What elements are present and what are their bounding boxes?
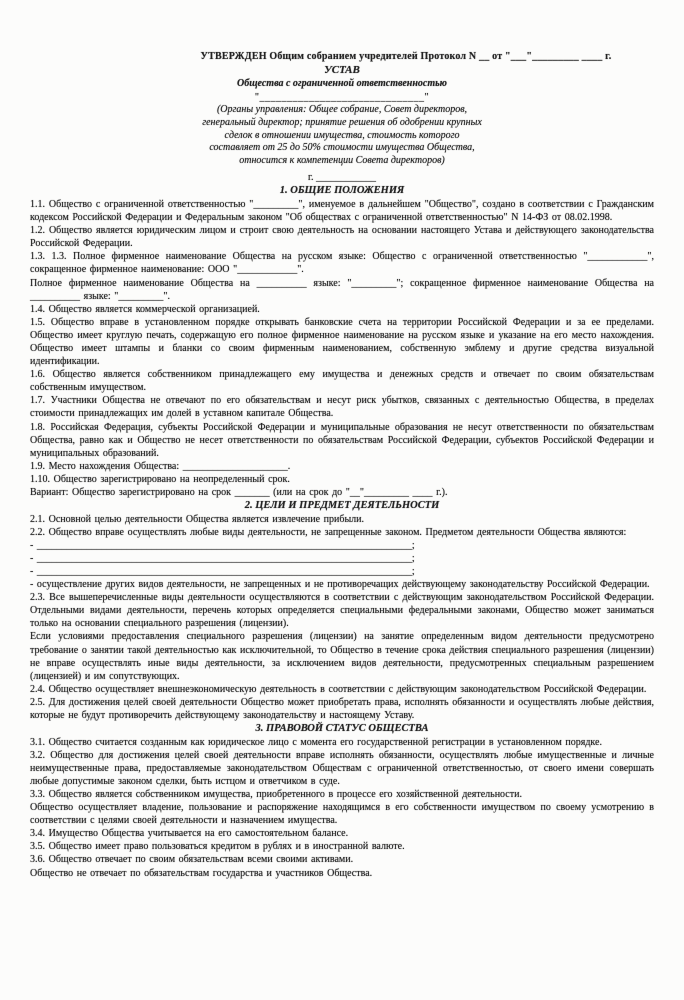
document-paragraph: 1.9. Место нахождения Общества: _____________________. (30, 460, 291, 472)
document-paragraph: Вариант: Общество зарегистрировано на срок _______ (или на срок до "__"_________ ____ г.). (30, 487, 448, 499)
section-heading-legal-status: 3. ПРАВОВОЙ СТАТУС ОБЩЕСТВА (255, 723, 429, 735)
document-paragraph: 1.6. Общество является собственником принадлежащего ему имущества и денежных средств и отвечает по своим обязательствам собственным имуществом. (30, 369, 654, 394)
city-line: г. ____________ (308, 171, 376, 183)
document-subtitle: Общества с ограниченной ответственностью (237, 78, 447, 89)
section-heading-goals: 2. ЦЕЛИ И ПРЕДМЕТ ДЕЯТЕЛЬНОСТИ (244, 500, 440, 512)
section-goals-activity (30, 499, 654, 722)
approval-line: УТВЕРЖДЕН Общим собранием учредителей Протокол N __ от "___"_________ ____ г. (200, 51, 612, 62)
document-paragraph: 3.2. Общество для достижения целей своей деятельности вправе исполнять обязанности, осуществлять любые имущественные и личные неимущественные права, предоставляемые законодательством Обществам с ограниченной ответственностью, от своего имени совершать любые допустимые законом сделки, быть истцом и ответчиком в суде. (30, 749, 654, 787)
section-heading-general: 1. ОБЩИЕ ПОЛОЖЕНИЯ (279, 185, 405, 197)
document-paragraph: 1.1. Общество с ограниченной ответственностью "_________", именуемое в дальнейшем "Общество", создано в соответствии с Гражданским кодексом Российской Федерации и Федеральным законом "Об обществах с ограниченной ответственностью" N 14-ФЗ от 08.02.1998. (30, 198, 654, 224)
document-paragraph: - ___________________________________________________________________________; (30, 539, 415, 551)
document-paragraph: 2.4. Общество осуществляет внешнеэкономическую деятельность в соответствии с действующим законодательством Российской Федерации. (30, 683, 647, 695)
document-paragraph: 2.3. Все вышеперечисленные виды деятельности осуществляются в соответствии с действующим законодательством Российской Федерации. Отдельными видами деятельности, перечень которых определяется специальными федеральными законами, Общество может заниматься только на основании специального разрешения (лицензии). (30, 592, 654, 630)
document-paragraph: 3.3. Общество является собственником имущества, приобретенного в процессе его хозяйственной деятельности. (30, 789, 522, 801)
document-paragraph: 1.5. Общество вправе в установленном порядке открывать банковские счета на территории Российской Федерации и за ее пределами. Общество имеет круглую печать, содержащую его полное фирменное наименование на русском языке и указание на его место нахождения. Общество имеет штампы и бланки со своим фирменным наименованием, собственную эмблему и другие средства визуальной идентификации. (30, 316, 654, 368)
document-paragraph: 3.6. Общество отвечает по своим обязательствам всеми своими активами. (30, 854, 354, 866)
document-paragraph: Общество осуществляет владение, пользование и распоряжение находящимся в его собственности имуществом по своему усмотрению в соответствии с целями своей деятельности и назначением имущества. (30, 802, 654, 827)
document-paragraph: - осуществление других видов деятельности, не запрещенных и не противоречащих действующему законодательству Российской Федерации. (30, 579, 650, 591)
section-legal-status-paragraphs (30, 736, 654, 880)
document-paragraph: 3.4. Имущество Общества учитывается на его самостоятельном балансе. (30, 828, 349, 840)
document-paragraph: 2.2. Общество вправе осуществлять любые виды деятельности, не запрещенные законом. Предметом деятельности Общества являются: (30, 526, 627, 538)
section-goals-paragraphs (30, 513, 654, 723)
document-paragraph: 1.4. Общество является коммерческой организацией. (30, 303, 260, 315)
management-note-line: составляет от 25 до 50% стоимости имущества Общества, (209, 142, 475, 154)
document-paragraph: 2.1. Основной целью деятельности Общества является извлечение прибыли. (30, 513, 365, 525)
document-paragraph: 1.10. Общество зарегистрировано на неопределенный срок. (30, 473, 290, 485)
document-title: УСТАВ (324, 63, 360, 76)
document-paragraph: 3.5. Общество имеет право пользоваться кредитом в рублях и в иностранной валюте. (30, 841, 405, 853)
section-general-paragraphs (30, 198, 654, 499)
document-paragraph: Если условиями предоставления специального разрешения (лицензии) на занятие определенным видом деятельности предусмотрено требование о занятии такой деятельностью как исключительной, то Общество в течение срока действия специального разрешения (лицензии) не вправе осуществлять иные виды деятельности, за исключением видов деятельности, предусмотренных специальным разрешением (лицензией) и им сопутствующих. (30, 631, 654, 682)
section-general-provisions (30, 184, 654, 499)
management-note-line: сделок в отношении имущества, стоимость которого (224, 129, 460, 141)
document-paragraph: - ___________________________________________________________________________; (30, 566, 415, 578)
management-note-line: (Органы управления: Общее собрание, Совет директоров, (216, 104, 468, 115)
document-paragraph: - ___________________________________________________________________________; (30, 552, 415, 564)
management-note-line: генеральный директор; принятие решения об одобрении крупных (202, 116, 482, 128)
document-paragraph: 2.5. Для достижения целей своей деятельности Общество может приобретать права, исполнять обязанности и осуществлять любые действия, которые не будут противоречить действующему законодательству и настоящему Уставу. (30, 696, 654, 722)
document-paragraph: 1.8. Российская Федерация, субъекты Российской Федерации и муниципальные образования не несут ответственности по обязательствам Общества, равно как и Общество не несет ответственности по обязательствам Российской Федерации, субъектов Российской Федерации и муниципальных образований. (30, 421, 654, 459)
company-name-blank: "______________________________" (254, 91, 430, 103)
management-note (30, 104, 654, 168)
document-paragraph: 1.7. Участники Общества не отвечают по его обязательствам и несут риск убытков, связанных с деятельностью Общества, в пределах стоимости принадлежащих им долей в уставном капитале Общества. (30, 395, 654, 420)
document-paragraph: 3.1. Общество считается созданным как юридическое лицо с момента его государственной регистрации в установленном порядке. (30, 736, 602, 748)
document-paragraph: 1.2. Общество является юридическим лицом и строит свою деятельность на основании настоящего Устава и действующего законодательства Российской Федерации. (30, 225, 654, 250)
document-paragraph: 1.3. 1.3. Полное фирменное наименование Общества на русском языке: Общество с ограниченной ответственностью "____________", сокращенное фирменное наименование: ООО "____________". (30, 251, 654, 276)
document-paragraph: Общество не отвечает по обязательствам государства и участников Общества. (30, 867, 373, 879)
management-note-line: относится к компетенции Совета директоров) (239, 155, 445, 167)
document-paragraph: Полное фирменное наименование Общества на __________ языке: "_________"; сокращенное фирменное наименование Общества на __________ языке: "_________". (30, 277, 654, 302)
section-legal-status (30, 722, 654, 880)
